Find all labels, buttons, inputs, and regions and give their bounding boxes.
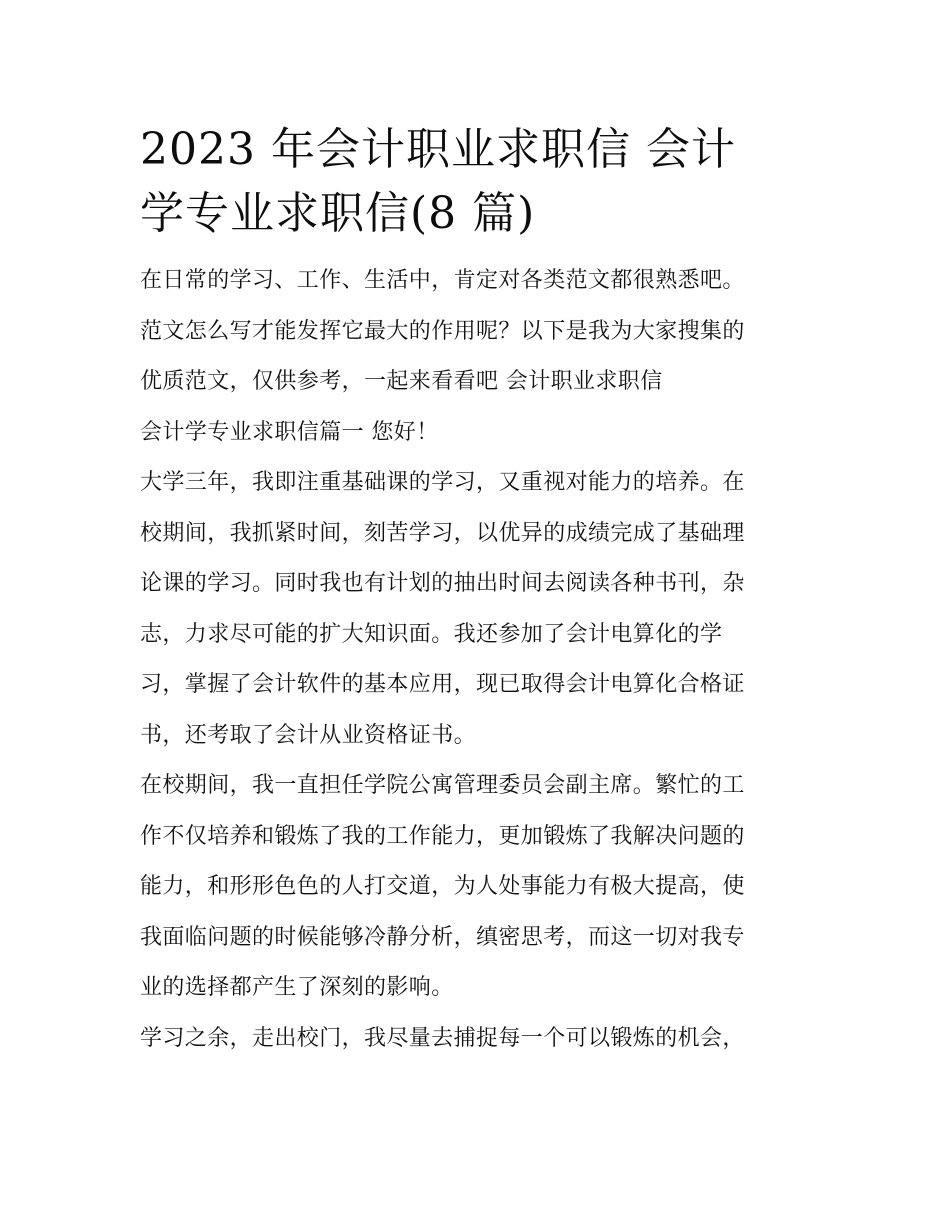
- text-line: 校期间，我抓紧时间，刻苦学习，以优异的成绩完成了基础理: [140, 520, 745, 546]
- text-line: 论课的学习。同时我也有计划的抽出时间去阅读各种书刊，杂: [140, 571, 745, 596]
- paragraph-study: [140, 458, 812, 761]
- paragraph-campus: [140, 761, 812, 1014]
- text-line: 范文怎么写才能发挥它最大的作用呢？以下是我为大家搜集的: [140, 318, 745, 344]
- text-line: 学习之余，走出校门，我尽量去捕捉每一个可以锻炼的机会，: [140, 1025, 745, 1051]
- paragraph-intro: [140, 256, 812, 458]
- paragraph-practice: [140, 1014, 812, 1065]
- text-line: 会计学专业求职信篇一 您好！: [140, 419, 439, 445]
- text-line: 在校期间，我一直担任学院公寓管理委员会副主席。繁忙的工: [140, 773, 745, 798]
- document-page: [140, 118, 812, 1064]
- title-line-1: 2023 年会计职业求职信 会计: [140, 124, 736, 175]
- text-line: 作不仅培养和锻炼了我的工作能力，更加锻炼了我解决问题的: [140, 823, 745, 849]
- text-line: 书，还考取了会计从业资格证书。: [140, 722, 477, 748]
- text-line: 习，掌握了会计软件的基本应用，现已取得会计电算化合格证: [140, 672, 745, 697]
- document-title: [140, 118, 812, 246]
- text-line: 志，力求尽可能的扩大知识面。我还参加了会计电算化的学: [140, 621, 723, 647]
- title-line-2: 学专业求职信(8 篇): [140, 188, 536, 239]
- text-line: 优质范文，仅供参考，一起来看看吧 会计职业求职信: [140, 369, 663, 394]
- text-line: 在日常的学习、工作、生活中，肯定对各类范文都很熟悉吧。: [140, 268, 745, 293]
- text-line: 我面临问题的时候能够冷静分析，缜密思考，而这一切对我专: [140, 924, 745, 950]
- text-line: 能力，和形形色色的人打交道，为人处事能力有极大提高，使: [140, 874, 745, 899]
- text-line: 业的选择都产生了深刻的影响。: [140, 975, 454, 1000]
- text-line: 大学三年，我即注重基础课的学习，又重视对能力的培养。在: [140, 470, 745, 495]
